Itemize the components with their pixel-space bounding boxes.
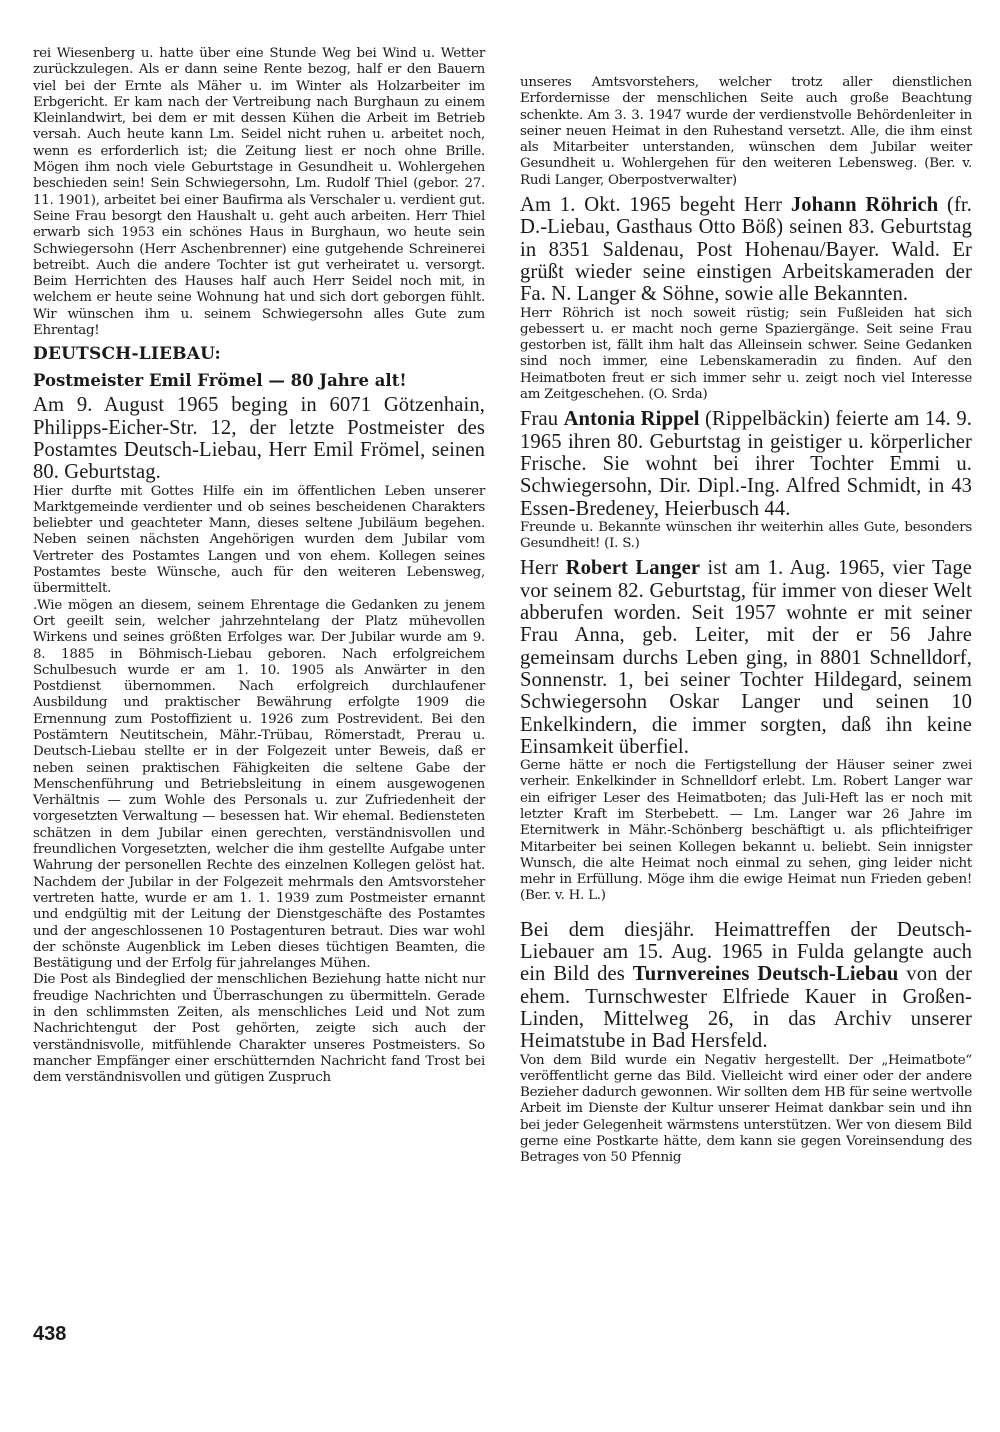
- langer-notice: [520, 557, 972, 758]
- notice-text: ist am 1. Aug. 1965, vier Tage vor seinem 82. Geburtstag, für immer von dieser Welt abberufen worden. Seit 1957 wohnte er mit seiner Frau Anna, geb. Leiter, mit der er 56 Jahre gemeinsam durchs Leben ging, in 8801 Schnelldorf, Sonnenstr. 1, bei seiner Tochter Hildegard, seinem Schwiegersohn Oskar Langer und seinen 10 Enkelkindern, die immer sorgten, daß ihn keine Einsamkeit überfiel.: [520, 557, 972, 758]
- langer-detail: Gerne hätte er noch die Fertigstellung der Häuser seiner zwei verheir. Enkelkinder in Schnelldorf erlebt. Lm. Robert Langer war ein eifriger Leser des Heimatboten; das Juli-Heft las er noch mit letzter Kraft im Sterbebett. — Lm. Langer war 26 Jahre im Eternitwerk in Mähr.-Schönberg beschäftigt u. als pflichteifriger Mitarbeiter bei seinen Kollegen bekannt u. beliebt. Sein innigster Wunsch, die alte Heimat noch einmal zu sehen, ging leider nicht mehr in Erfüllung. Möge ihm die ewige Heimat nun Frieden geben! (Ber. v. H. L.): [520, 758, 972, 904]
- club-name: Turnvereines Deutsch-Liebau: [632, 963, 899, 986]
- person-name: Antonia Rippel: [563, 408, 700, 431]
- turnverein-notice: [520, 919, 972, 1053]
- article-paragraph-3: Die Post als Bindeglied der menschlichen Beziehung hatte nicht nur freudige Nachrichten und Überraschungen zu übermitteln. Gerade in den schlimmsten Zeiten, als menschliches Leid und Not zum Nachrichtengut der Post gehörten, zeigte sich auch der verständnisvolle, mitfühlende Charakter unseres Postmeisters. So mancher Empfänger einer erschütternden Nachricht fand Trost bei dem verständnisvollen und gütigen Zuspruch: [33, 972, 485, 1086]
- seidel-continuation-paragraph: rei Wiesenberg u. hatte über eine Stunde Weg bei Wind u. Wetter zurückzulegen. Als er dann seine Rente bezog, half er den Bauern viel bei der Ernte als Mäher u. im Winter als Holzarbeiter im Erbgericht. Er kam nach der Vertreibung nach Burghaun zu einem Kleinlandwirt, bei dem er mit dessen Kühen die Arbeit im Betrieb versah. Auch heute kann Lm. Seidel nicht ruhen u. arbeitet noch, wenn es erforderlich ist; die Zeitung liest er noch ohne Brille. Mögen ihm noch viele Geburtstage in Gesundheit u. Wohlergehen beschieden sein! Sein Schwiegersohn, Lm. Rudolf Thiel (gebor. 27. 11. 1901), arbeitet bei einer Baufirma als Verschaler u. verdient gut. Seine Frau besorgt den Haushalt u. geht auch arbeiten. Herr Thiel erwarb sich 1953 ein schönes Haus in Burghaun, wo heute sein Schwiegersohn (Herr Aschenbrenner) eine gutgehende Schreinerei betreibt. Auch die andere Tochter ist gut verheiratet u. versorgt. Beim Herrichten des Hauses half auch Herr Seidel noch mit, in welchem er heute seine Wohnung hat und sich dort geborgen fühlt. Wir wünschen ihm u. seinem Schwiegersohn alles Gute zum Ehrentag!: [33, 46, 485, 339]
- right-column: [520, 75, 972, 1167]
- notice-text: (fr. D.-Liebau, Gasthaus Otto Böß) seinen 83. Geburtstag in 8351 Saldenau, Post Hohenau/Bayer. Wald. Er grüßt wieder seine einstigen Arbeitskameraden der Fa. N. Langer & Söhne, sowie alle Bekannten.: [520, 194, 972, 306]
- left-column: [33, 46, 485, 1087]
- article-paragraph-2: .Wie mögen an diesem, seinem Ehrentage die Gedanken zu jenem Ort geeilt sein, welcher jahrzehntelang der Platz mühevollen Wirkens und seines größten Erfolges war. Der Jubilar wurde am 9. 8. 1885 in Böhmisch-Liebau geboren. Nach erfolgreichem Schulbesuch wurde er am 1. 10. 1905 als Anwärter in den Postdienst übernommen. Nach erfolgreich durchlaufener Ausbildung und praktischer Bewährung erfolgte 1909 die Ernennung zum Postoffizient u. 1926 zum Postrevident. Bei den Postämtern Neutitschein, Mähr.-Trübau, Römerstadt, Prerau u. Deutsch-Liebau stellte er in der Folgezeit unter Beweis, daß er neben seinen praktischen Fähigkeiten die seltene Gabe der Menschenführung und Betriebsleitung in einem ausgewogenen Verhältnis — zum Wohle des Personals u. zur Zufriedenheit der vorgesetzten Verwaltung — besessen hat. Wir ehemal. Bediensteten schätzen in dem Jubilar einen gerechten, verständnisvollen und freundlichen Vorgesetzten, welcher die ihm gestellte Aufgabe unter Wahrung der personellen Rechte des einzelnen Kollegen gelöst hat. Nachdem der Jubilar in der Folgezeit mehrmals den Amtsvorsteher vertreten hatte, wurde er am 1. 1. 1939 zum Postmeister ernannt und endgültig mit der Leitung der Dienstgeschäfte des Postamtes und der angeschlossenen 10 Postagenturen betraut. Dies war wohl der schönste Augenblick im Leben dieses tüchtigen Beamten, die Bestätigung und der Erfolg für jahrelanges Mühen.: [33, 597, 485, 972]
- notice-text: Herr: [520, 557, 566, 580]
- roehrich-notice: [520, 194, 972, 305]
- notice-text: (Rippelbäckin) feierte am 14. 9. 1965 ihren 80. Geburtstag in geistiger u. körperlicher Frische. Sie wohnt bei ihrer Tochter Emmi u. Schwiegersohn, Dir. Dipl.-Ing. Alfred Schmidt, in 43 Essen-Bredeney, Heierbusch 44.: [520, 408, 972, 520]
- roehrich-detail: Herr Röhrich ist noch soweit rüstig; sein Fußleiden hat sich gebessert u. er macht noch gerne Spaziergänge. Seit seine Frau gestorben ist, fällt ihm halt das Alleinsein schwer. Seine Gedanken sind noch immer, eine Lebenskameradin zu finden. Auf den Heimatboten freut er sich immer sehr u. zeigt noch viel Interesse am Zeitgeschehen. (O. Srda): [520, 305, 972, 403]
- page-number: 438: [33, 1323, 67, 1345]
- article-paragraph-1: Hier durfte mit Gottes Hilfe ein im öffentlichen Leben unserer Marktgemeinde verdienter und ob seines bescheidenen Charakters beliebter und geachteter Mann, dieses seltene Jubiläum begehen. Neben seinen nächsten Angehörigen wurden dem Jubilar vom Vertreter des Postamtes Langen und von ehem. Kollegen seines Postamtes beste Wünsche, auch für den weiteren Lebensweg, übermittelt.: [33, 483, 485, 597]
- notice-text: Frau: [520, 408, 564, 431]
- article-title: Postmeister Emil Frömel — 80 Jahre alt!: [33, 371, 407, 391]
- rippel-notice: [520, 408, 972, 519]
- rippel-detail: Freunde u. Bekannte wünschen ihr weiterhin alles Gute, besonders Gesundheit! (I. S.): [520, 519, 972, 552]
- person-name: Johann Röhrich: [790, 194, 939, 217]
- turnverein-detail: Von dem Bild wurde ein Negativ hergestellt. Der „Heimatbote“ veröffentlicht gerne das Bild. Vielleicht wird einer oder der andere Bezieher dadurch gewonnen. Wir sollten dem HB für seine wertvolle Arbeit im Dienste der Kultur unserer Heimat dankbar sein und ihn bei jeder Gelegenheit wärmstens unterstützen. Wer von diesem Bild gerne eine Postkarte hätte, dem kann sie gegen Voreinsendung des Betrages von 50 Pfennig: [520, 1052, 972, 1166]
- notice-text: Bei dem diesjähr. Heimattreffen der Deutsch-Liebauer am 15. Aug. 1965 in Fulda gelangte auch ein Bild des: [520, 918, 972, 986]
- section-heading: DEUTSCH-LIEBAU:: [33, 344, 222, 365]
- fromel-continuation-paragraph: unseres Amtsvorstehers, welcher trotz aller dienstlichen Erfordernisse der menschlichen Seite auch große Beachtung schenkte. Am 3. 3. 1947 wurde der verdienstvolle Behördenleiter in seiner neuen Heimat in den Ruhestand versetzt. Alle, die ihm einst als Mitarbeiter unterstanden, wünschen dem Jubilar weiter Gesundheit u. Wohlergehen für den weiteren Lebensweg. (Ber. v. Rudi Langer, Oberpostverwalter): [520, 75, 972, 188]
- notice-text: von der ehem. Turnschwester Elfriede Kauer in Großen-Linden, Mittelweg 26, in das Archiv unserer Heimatstube in Bad Hersfeld.: [520, 963, 972, 1053]
- person-name: Robert Langer: [565, 557, 701, 580]
- notice-text: Am 1. Okt. 1965 begeht Herr: [520, 194, 791, 217]
- article-lead: Am 9. August 1965 beging in 6071 Götzenhain, Philipps-Eicher-Str. 12, der letzte Postmeister des Postamtes Deutsch-Liebau, Herr Emil Frömel, seinen 80. Geburtstag.: [33, 394, 485, 484]
